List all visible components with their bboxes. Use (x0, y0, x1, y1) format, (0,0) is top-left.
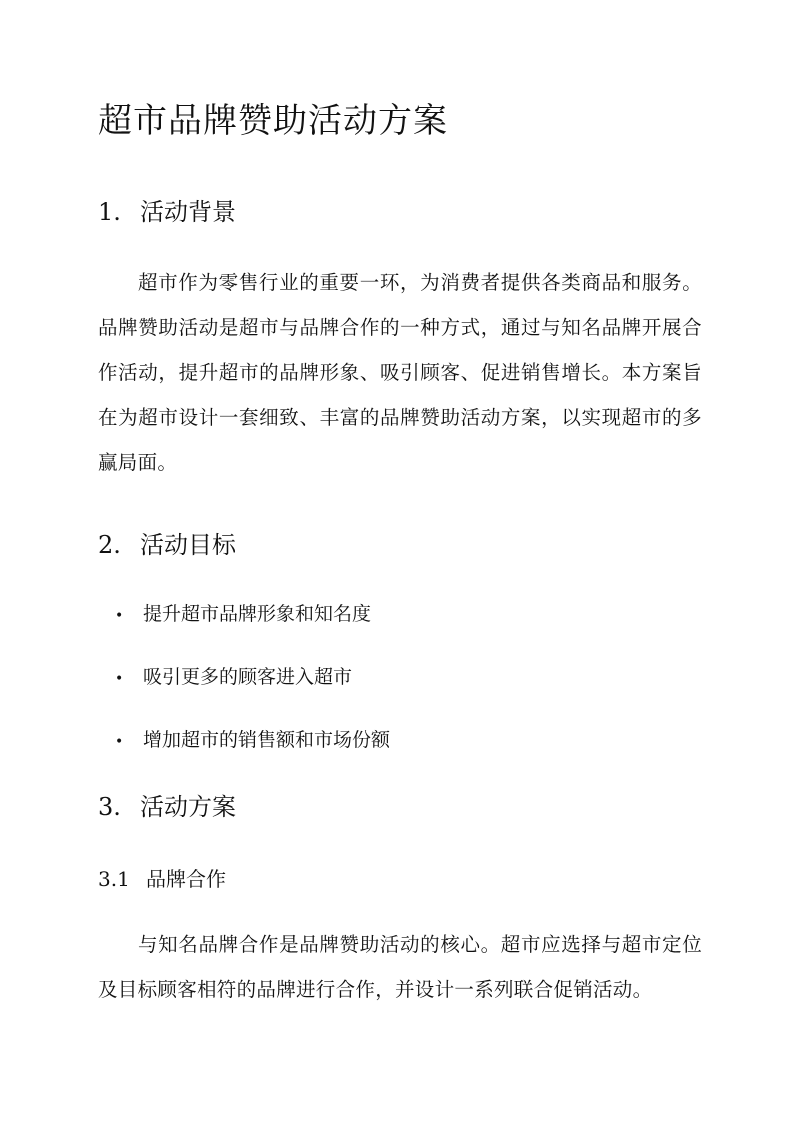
section-title: 活动背景 (140, 198, 236, 226)
list-item (115, 596, 390, 659)
section-heading-plan (98, 790, 236, 824)
list-item-text: 提升超市品牌形象和知名度 (143, 603, 372, 625)
section-heading-background (98, 195, 236, 229)
section-title: 活动目标 (140, 531, 236, 559)
section-title: 活动方案 (140, 793, 236, 821)
document-title: 超市品牌赞助活动方案 (98, 101, 448, 141)
section-heading-goals (98, 528, 236, 562)
subsection-heading-brand-cooperation (98, 864, 226, 894)
section-number: 2. (98, 531, 121, 559)
list-item (115, 722, 390, 785)
list-item-text: 增加超市的销售额和市场份额 (143, 729, 391, 751)
background-paragraph: 超市作为零售行业的重要一环，为消费者提供各类商品和服务。品牌赞助活动是超市与品牌合作的一种方式，通过与知名品牌开展合作活动，提升超市的品牌形象、吸引顾客、促进销售增长。本方案旨在为超市设计一套细致、丰富的品牌赞助活动方案，以实现超市的多赢局面。 (98, 271, 702, 474)
section-number: 1. (98, 198, 121, 226)
bullet-icon: • (115, 734, 124, 750)
bullet-icon: • (115, 608, 124, 624)
list-item (115, 659, 390, 722)
subsection-title: 品牌合作 (146, 867, 226, 891)
bullet-icon: • (115, 671, 124, 687)
goals-list (115, 596, 390, 785)
section-number: 3. (98, 793, 121, 821)
brand-cooperation-paragraph: 与知名品牌合作是品牌赞助活动的核心。超市应选择与超市定位及目标顾客相符的品牌进行合作，并设计一系列联合促销活动。 (98, 933, 702, 1001)
list-item-text: 吸引更多的顾客进入超市 (143, 666, 353, 688)
subsection-number: 3.1 (98, 867, 130, 891)
